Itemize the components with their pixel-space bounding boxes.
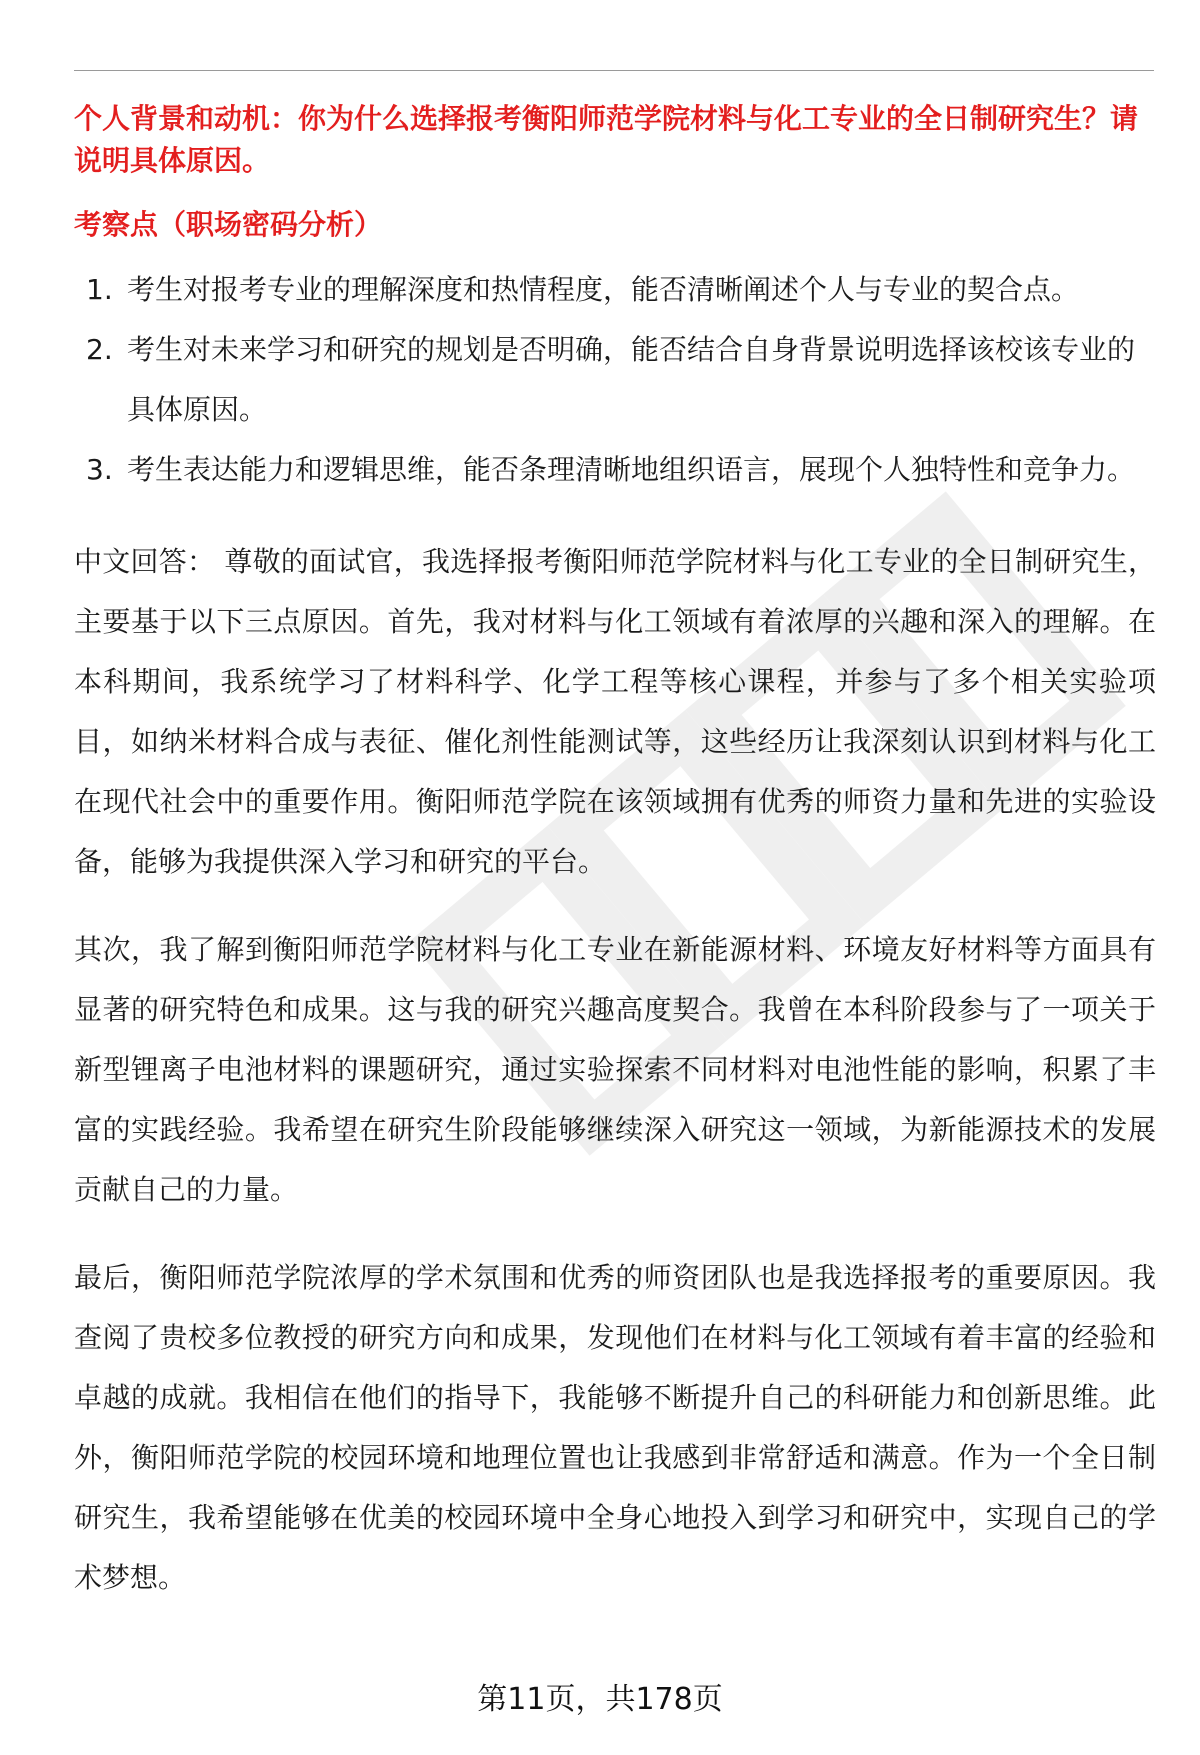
answer-paragraph-1: 中文回答： 尊敬的面试官，我选择报考衡阳师范学院材料与化工专业的全日制研究生，主要基于以下三点原因。首先，我对材料与化工领域有着浓厚的兴趣和深入的理解。在本科期间，我系统学习了材料科学、化学工程等核心课程，并参与了多个相关实验项目，如纳米材料合成与表征、催化剂性能测试等，这些经历让我深刻认识到材料与化工在现代社会中的重要作用。衡阳师范学院在该领域拥有优秀的师资力量和先进的实验设备，能够为我提供深入学习和研究的平台。 — [74, 545, 1156, 878]
list-item — [74, 440, 1156, 500]
page-number: 第11页，共178页 — [477, 1682, 723, 1717]
list-item-number: 3. — [86, 453, 113, 486]
analysis-label: 考察点（职场密码分析） — [74, 208, 383, 241]
list-item-text: 考生对未来学习和研究的规划是否明确，能否结合自身背景说明选择该校该专业的具体原因。 — [127, 333, 1136, 426]
question-title: 个人背景和动机：你为什么选择报考衡阳师范学院材料与化工专业的全日制研究生？请说明具体原因。 — [74, 102, 1139, 177]
header-divider — [74, 70, 1154, 71]
list-item-text: 考生对报考专业的理解深度和热情程度，能否清晰阐述个人与专业的契合点。 — [127, 273, 1080, 306]
document-body — [74, 98, 1156, 1608]
list-item-number: 2. — [86, 333, 113, 366]
list-item — [74, 320, 1156, 440]
list-item — [74, 260, 1156, 320]
analysis-points-list — [74, 260, 1156, 500]
answer-paragraph-3: 最后，衡阳师范学院浓厚的学术氛围和优秀的师资团队也是我选择报考的重要原因。我查阅了贵校多位教授的研究方向和成果，发现他们在材料与化工领域有着丰富的经验和卓越的成就。我相信在他们的指导下，我能够不断提升自己的科研能力和创新思维。此外，衡阳师范学院的校园环境和地理位置也让我感到非常舒适和满意。作为一个全日制研究生，我希望能够在优美的校园环境中全身心地投入到学习和研究中，实现自己的学术梦想。 — [74, 1261, 1156, 1594]
answer-paragraph-2: 其次，我了解到衡阳师范学院材料与化工专业在新能源材料、环境友好材料等方面具有显著的研究特色和成果。这与我的研究兴趣高度契合。我曾在本科阶段参与了一项关于新型锂离子电池材料的课题研究，通过实验探索不同材料对电池性能的影响，积累了丰富的实践经验。我希望在研究生阶段能够继续深入研究这一领域，为新能源技术的发展贡献自己的力量。 — [74, 933, 1156, 1206]
list-item-text: 考生表达能力和逻辑思维，能否条理清晰地组织语言，展现个人独特性和竞争力。 — [127, 453, 1136, 486]
list-item-number: 1. — [86, 273, 113, 306]
